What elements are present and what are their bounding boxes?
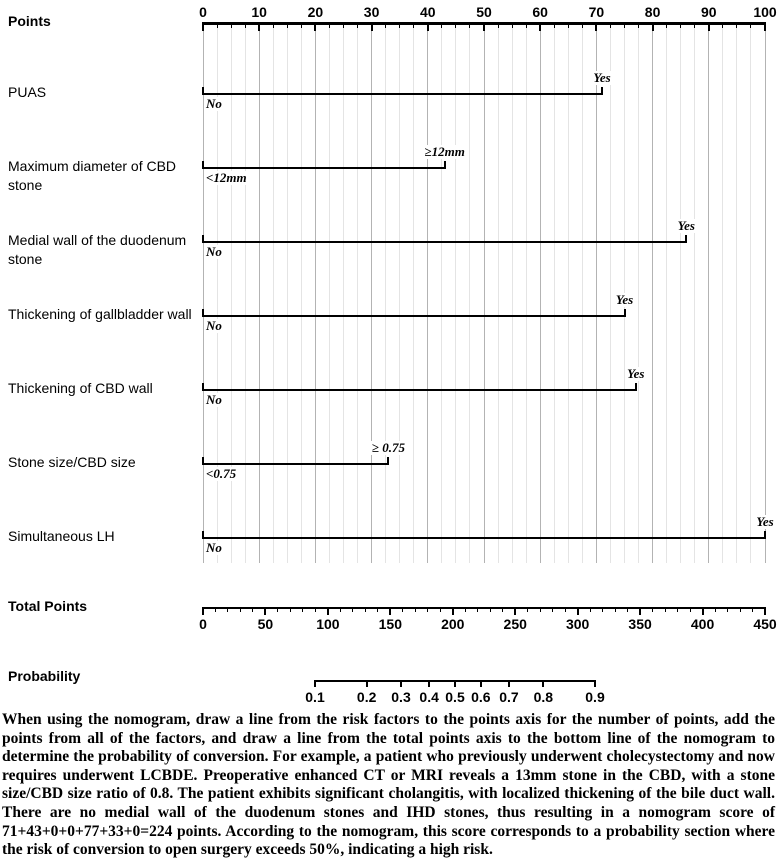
probability-axis-tick bbox=[508, 682, 510, 687]
total-points-tick-label: 0 bbox=[199, 616, 207, 632]
probability-tick-label: 0.8 bbox=[533, 689, 554, 705]
total-points-axis-tick bbox=[540, 609, 541, 612]
points-axis-tick-label: 10 bbox=[251, 4, 267, 20]
total-points-axis-tick bbox=[727, 609, 728, 612]
grid-line bbox=[399, 24, 400, 563]
grid-line bbox=[441, 24, 442, 563]
points-axis-tick bbox=[638, 22, 639, 28]
points-axis-tick bbox=[483, 22, 485, 31]
total-points-axis-tick bbox=[490, 609, 491, 612]
grid-line bbox=[750, 24, 751, 563]
total-points-axis-tick bbox=[752, 609, 753, 612]
probability-tick-label: 0.6 bbox=[471, 689, 491, 705]
probability-tick-label: 0.9 bbox=[585, 689, 605, 705]
level-tick bbox=[444, 161, 446, 169]
level-tick bbox=[685, 235, 687, 243]
level-tick bbox=[202, 457, 204, 465]
grid-line bbox=[694, 24, 695, 563]
level-tick bbox=[202, 161, 204, 169]
probability-axis-tick bbox=[314, 682, 316, 687]
points-axis-tick-label: 80 bbox=[644, 4, 661, 20]
points-axis-tick bbox=[568, 22, 569, 28]
points-axis-tick bbox=[258, 22, 260, 31]
grid-line bbox=[540, 24, 541, 563]
total-points-tick-label: 400 bbox=[690, 616, 715, 632]
total-points-axis-tick bbox=[290, 609, 291, 612]
total-points-axis-tick bbox=[715, 609, 716, 612]
level-label: No bbox=[206, 96, 222, 111]
total-points-axis-tick bbox=[577, 609, 579, 615]
predictor-label: Thickening of gallbladder wall bbox=[8, 306, 192, 322]
points-axis-tick bbox=[245, 22, 246, 28]
total-points-tick-label: 350 bbox=[628, 616, 652, 632]
probability-axis-tick bbox=[594, 682, 596, 687]
total-points-axis bbox=[202, 607, 766, 609]
level-tick bbox=[202, 531, 204, 539]
grid-line bbox=[708, 24, 709, 563]
grid-line bbox=[371, 24, 372, 563]
grid-line bbox=[484, 24, 485, 563]
total-points-axis-tick bbox=[327, 609, 329, 615]
points-axis-tick bbox=[329, 22, 330, 28]
points-axis-tick bbox=[554, 22, 555, 28]
total-points-axis-tick bbox=[427, 609, 428, 612]
predictor-row-line bbox=[203, 167, 445, 169]
points-axis-tick bbox=[371, 22, 373, 31]
probability-axis-tick bbox=[366, 682, 368, 687]
total-points-axis-tick bbox=[627, 609, 628, 612]
predictor-label: Stone size/CBD size bbox=[8, 454, 136, 470]
points-axis-tick-label: 70 bbox=[588, 4, 605, 20]
level-tick bbox=[202, 235, 204, 243]
total-points-axis-tick bbox=[590, 609, 591, 612]
grid-line bbox=[385, 24, 386, 563]
points-axis-tick bbox=[680, 22, 681, 28]
total-points-axis-title: Total Points bbox=[8, 598, 88, 614]
grid-line bbox=[736, 24, 737, 563]
level-label: No bbox=[206, 244, 222, 259]
total-points-axis-tick bbox=[602, 609, 603, 612]
level-label: Yes bbox=[677, 218, 695, 233]
points-axis-tick bbox=[343, 22, 344, 28]
total-points-axis-tick bbox=[277, 609, 278, 612]
grid-line bbox=[469, 24, 470, 563]
predictor-label: Medial wall of the duodenum stone bbox=[8, 232, 187, 267]
points-axis-tick bbox=[385, 22, 386, 28]
total-points-axis-tick bbox=[215, 609, 216, 612]
points-axis-tick bbox=[750, 22, 751, 28]
grid-line bbox=[455, 24, 456, 563]
points-axis-tick bbox=[399, 22, 400, 28]
points-axis-tick bbox=[231, 22, 232, 28]
total-points-axis-tick bbox=[365, 609, 366, 612]
points-axis-tick bbox=[287, 22, 288, 28]
total-points-axis-tick bbox=[389, 609, 391, 615]
points-axis-tick bbox=[427, 22, 429, 31]
grid-line bbox=[610, 24, 611, 563]
points-axis-tick-label: 100 bbox=[753, 4, 777, 20]
grid-line bbox=[413, 24, 414, 563]
total-points-axis-tick bbox=[690, 609, 691, 612]
level-tick bbox=[202, 383, 204, 391]
total-points-axis-tick bbox=[227, 609, 228, 612]
predictor-row-line bbox=[203, 537, 765, 539]
level-label: Yes bbox=[627, 366, 645, 381]
grid-line bbox=[512, 24, 513, 563]
grid-line bbox=[568, 24, 569, 563]
probability-axis-tick bbox=[428, 682, 430, 687]
total-points-axis-tick bbox=[652, 609, 653, 612]
predictor-label: PUAS bbox=[8, 84, 47, 100]
probability-tick-label: 0.7 bbox=[499, 689, 519, 705]
points-axis-tick bbox=[441, 22, 442, 28]
points-axis-tick bbox=[413, 22, 414, 28]
total-points-axis-tick bbox=[465, 609, 466, 612]
points-axis-tick bbox=[610, 22, 611, 28]
total-points-axis-tick bbox=[315, 609, 316, 612]
grid-line bbox=[259, 24, 260, 563]
level-tick bbox=[202, 309, 204, 317]
points-axis-tick bbox=[469, 22, 470, 28]
total-points-axis-tick bbox=[402, 609, 403, 612]
points-axis-tick-label: 30 bbox=[363, 4, 380, 20]
level-tick bbox=[601, 87, 603, 95]
total-points-tick-label: 150 bbox=[378, 616, 403, 632]
grid-line bbox=[680, 24, 681, 563]
probability-axis-tick bbox=[542, 682, 544, 687]
points-axis-tick-label: 40 bbox=[420, 4, 436, 20]
points-axis-tick bbox=[582, 22, 583, 28]
predictor-label: Maximum diameter of CBD stone bbox=[8, 158, 177, 193]
probability-tick-label: 0.4 bbox=[419, 689, 439, 705]
level-label: Yes bbox=[615, 292, 634, 307]
points-axis-tick bbox=[764, 22, 766, 31]
total-points-tick-label: 250 bbox=[503, 616, 527, 632]
total-points-axis-tick bbox=[440, 609, 441, 612]
grid-line bbox=[231, 24, 232, 563]
level-label: <12mm bbox=[206, 170, 247, 185]
grid-line bbox=[582, 24, 583, 563]
total-points-axis-tick bbox=[415, 609, 416, 612]
grid-line bbox=[245, 24, 246, 563]
total-points-axis-tick bbox=[477, 609, 478, 612]
level-label: <0.75 bbox=[206, 466, 237, 481]
total-points-axis-tick bbox=[665, 609, 666, 612]
grid-line bbox=[554, 24, 555, 563]
grid-line bbox=[652, 24, 653, 563]
points-axis-tick bbox=[273, 22, 274, 28]
total-points-axis-tick bbox=[202, 609, 204, 615]
grid-line bbox=[498, 24, 499, 563]
total-points-axis-tick bbox=[702, 609, 704, 615]
total-points-axis-tick bbox=[677, 609, 678, 612]
predictor-row-line bbox=[203, 241, 686, 243]
points-axis-tick bbox=[301, 22, 302, 28]
points-axis-tick bbox=[526, 22, 527, 28]
grid-line bbox=[287, 24, 288, 563]
probability-axis-tick bbox=[400, 682, 402, 687]
points-axis-tick bbox=[694, 22, 695, 28]
total-points-axis-tick bbox=[615, 609, 616, 612]
predictor-row-line bbox=[203, 315, 625, 317]
level-label: No bbox=[206, 392, 222, 407]
total-points-tick-label: 300 bbox=[565, 616, 590, 632]
points-axis-tick bbox=[455, 22, 456, 28]
probability-tick-label: 0.5 bbox=[445, 689, 465, 705]
total-points-axis-tick bbox=[452, 609, 454, 615]
total-points-axis-tick bbox=[552, 609, 553, 612]
points-axis-tick bbox=[708, 22, 710, 31]
total-points-tick-label: 50 bbox=[257, 616, 274, 632]
grid-line bbox=[722, 24, 723, 563]
probability-tick-label: 0.2 bbox=[356, 689, 377, 705]
points-axis-tick bbox=[512, 22, 513, 28]
points-axis-title: Points bbox=[8, 13, 51, 29]
total-points-axis-tick bbox=[527, 609, 528, 612]
total-points-axis-tick bbox=[764, 609, 766, 615]
predictor-label: Thickening of CBD wall bbox=[8, 380, 153, 396]
total-points-axis-tick bbox=[252, 609, 253, 612]
points-axis-tick bbox=[498, 22, 499, 28]
grid-line bbox=[357, 24, 358, 563]
level-tick bbox=[202, 87, 204, 95]
grid-line bbox=[315, 24, 316, 563]
points-axis-tick bbox=[652, 22, 654, 31]
level-label: ≥ 0.75 bbox=[371, 440, 406, 455]
points-axis-tick bbox=[357, 22, 358, 28]
probability-axis-tick bbox=[454, 682, 456, 687]
predictor-label: Simultaneous LH bbox=[8, 528, 115, 544]
points-axis-tick bbox=[595, 22, 597, 31]
level-tick bbox=[764, 531, 766, 539]
grid-line bbox=[765, 24, 766, 563]
total-points-axis-tick bbox=[264, 609, 266, 615]
points-axis-tick bbox=[736, 22, 737, 28]
total-points-tick-label: 450 bbox=[753, 616, 777, 632]
points-axis-tick bbox=[624, 22, 625, 28]
grid-line bbox=[596, 24, 597, 563]
total-points-tick-label: 200 bbox=[441, 616, 465, 632]
points-axis-tick-label: 90 bbox=[701, 4, 717, 20]
probability-tick-label: 0.3 bbox=[391, 689, 411, 705]
probability-tick-label: 0.1 bbox=[305, 689, 325, 705]
points-axis-tick bbox=[666, 22, 667, 28]
total-points-tick-label: 100 bbox=[316, 616, 340, 632]
points-axis-tick bbox=[722, 22, 723, 28]
points-axis-tick bbox=[314, 22, 316, 31]
figure-caption: When using the nomogram, draw a line from the risk factors to the points axis for the number of points, add the points from all of the factors, and draw a line from the total points axis to the bottom line of the nomogram to determine the probability of conversion. For example, a patient who previously underwent cholecystectomy and now requires underwent LCBDE. Preoperative enhanced CT or MRI reveals a 13mm stone in the CBD, with a stone size/CBD size ratio of 0.8. The patient exhibits significant cholangitis, with localized thickening of the bile duct wall. There are no medial wall of the duodenum stones and IHD stones, thus resulting in a nomogram score of 71+43+0+0+77+33+0=224 points. According to the nomogram, this score corresponds to a probability section where the risk of conversion to open surgery exceeds 50%, indicating a high risk. bbox=[2, 711, 775, 859]
points-axis-tick-label: 20 bbox=[307, 4, 324, 20]
level-label: Yes bbox=[756, 514, 774, 529]
grid-line bbox=[638, 24, 639, 563]
points-axis-tick-label: 60 bbox=[532, 4, 548, 20]
level-tick bbox=[624, 309, 626, 317]
total-points-axis-tick bbox=[352, 609, 353, 612]
grid-line bbox=[666, 24, 667, 563]
probability-axis-title: Probability bbox=[8, 668, 81, 684]
points-axis-tick bbox=[217, 22, 218, 28]
grid-line bbox=[343, 24, 344, 563]
total-points-axis-tick bbox=[240, 609, 241, 612]
grid-line bbox=[273, 24, 274, 563]
level-tick bbox=[387, 457, 389, 465]
total-points-axis-tick bbox=[502, 609, 503, 612]
points-axis-tick-label: 50 bbox=[476, 4, 492, 20]
total-points-axis-tick bbox=[340, 609, 341, 612]
predictor-row-line bbox=[203, 463, 388, 465]
total-points-axis-tick bbox=[377, 609, 378, 612]
level-tick bbox=[635, 383, 637, 391]
predictor-row-line bbox=[203, 389, 636, 391]
level-label: Yes bbox=[593, 70, 611, 85]
level-label: No bbox=[206, 318, 222, 333]
points-axis-tick-label: 0 bbox=[199, 4, 207, 20]
total-points-axis-tick bbox=[302, 609, 303, 612]
grid-line bbox=[427, 24, 428, 563]
probability-axis-tick bbox=[480, 682, 482, 687]
level-label: ≥12mm bbox=[424, 144, 465, 159]
points-axis-tick bbox=[539, 22, 541, 31]
grid-line bbox=[301, 24, 302, 563]
total-points-axis-tick bbox=[514, 609, 516, 615]
grid-line bbox=[526, 24, 527, 563]
total-points-axis-tick bbox=[639, 609, 641, 615]
predictor-row-line bbox=[203, 93, 602, 95]
level-label: No bbox=[206, 540, 222, 555]
total-points-axis-tick bbox=[565, 609, 566, 612]
grid-line bbox=[329, 24, 330, 563]
points-axis-tick bbox=[202, 22, 204, 31]
total-points-axis-tick bbox=[740, 609, 741, 612]
